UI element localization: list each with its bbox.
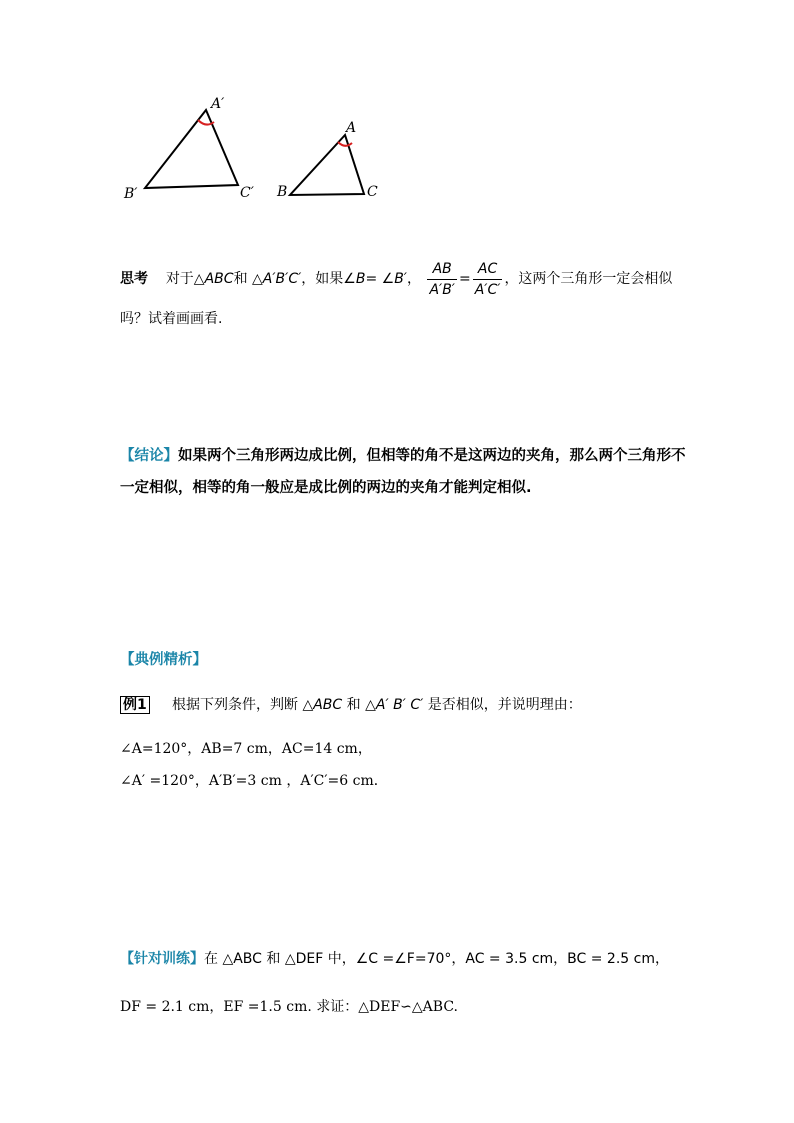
- angle-arc-small: [338, 142, 352, 146]
- small-triangle: [276, 120, 378, 200]
- example1-label: 例1: [120, 696, 150, 714]
- label-a: A: [346, 120, 357, 136]
- training-line1: [120, 948, 669, 968]
- conclusion-tag: 【结论】: [120, 448, 178, 464]
- tri-abc-prime: A′ B′ C′: [375, 697, 424, 713]
- think-text: 和 △: [233, 271, 263, 287]
- tri-abc: ABC: [204, 271, 234, 287]
- large-triangle: [123, 96, 255, 202]
- think-text: ，这两个三角形一定会相似: [504, 271, 673, 287]
- think-text: 对于△: [165, 271, 205, 287]
- think-text: = ∠: [365, 271, 395, 287]
- equals-sign: =: [458, 271, 471, 287]
- training-tag: 【针对训练】: [120, 951, 204, 967]
- example1-condition1: ∠A=120°，AB=7 cm，AC=14 cm，: [120, 741, 372, 757]
- example-header: 【典例精析】: [120, 652, 207, 668]
- example1-condition2: ∠A′ =120°，A′B′=3 cm ，A′C′=6 cm．: [120, 773, 388, 789]
- label-b: B: [277, 184, 288, 200]
- think-text: ，如果∠: [301, 271, 356, 287]
- conclusion: [120, 440, 686, 504]
- think-label: 思考: [120, 271, 148, 287]
- conclusion-line2: 一定相似，相等的角一般应是成比例的两边的夹角才能判定相似.: [120, 480, 532, 496]
- training-line2: DF = 2.1 cm，EF =1.5 cm. 求证：△DEF∽△ABC.: [120, 999, 458, 1015]
- fraction-ac: $\frac{AC}{A'C'}$: [474, 260, 501, 298]
- label-c-prime: C′: [240, 185, 254, 201]
- example1-text: 根据下列条件，判断 △: [172, 697, 314, 713]
- think-line2: 吗？试着画画看.: [120, 311, 223, 327]
- example1-text: 是否相似，并说明理由：: [423, 697, 582, 713]
- tri-abc: ABC: [313, 697, 343, 713]
- triangles-figure: [110, 90, 410, 210]
- think-text: ，: [406, 271, 421, 287]
- conclusion-line1: 如果两个三角形两边成比例，但相等的角不是这两边的夹角，那么两个三角形不: [178, 448, 686, 464]
- label-c: C: [367, 184, 378, 200]
- label-a-prime: A′: [211, 96, 225, 112]
- example1-text: 和 △: [342, 697, 376, 713]
- example1-question: [120, 694, 582, 714]
- angle-b: B: [355, 271, 366, 287]
- label-b-prime: B′: [124, 186, 138, 202]
- training-text: 在 △ABC 和 △DEF 中，∠C =∠F=70°，AC = 3.5 cm，BC = 2.5 cm，: [204, 951, 669, 967]
- fraction-ab: $\frac{AB}{A'B'}$: [429, 260, 455, 298]
- angle-b-prime: B′: [394, 271, 407, 287]
- think-paragraph: [120, 258, 672, 300]
- tri-abc-prime: A′B′C′: [262, 271, 302, 287]
